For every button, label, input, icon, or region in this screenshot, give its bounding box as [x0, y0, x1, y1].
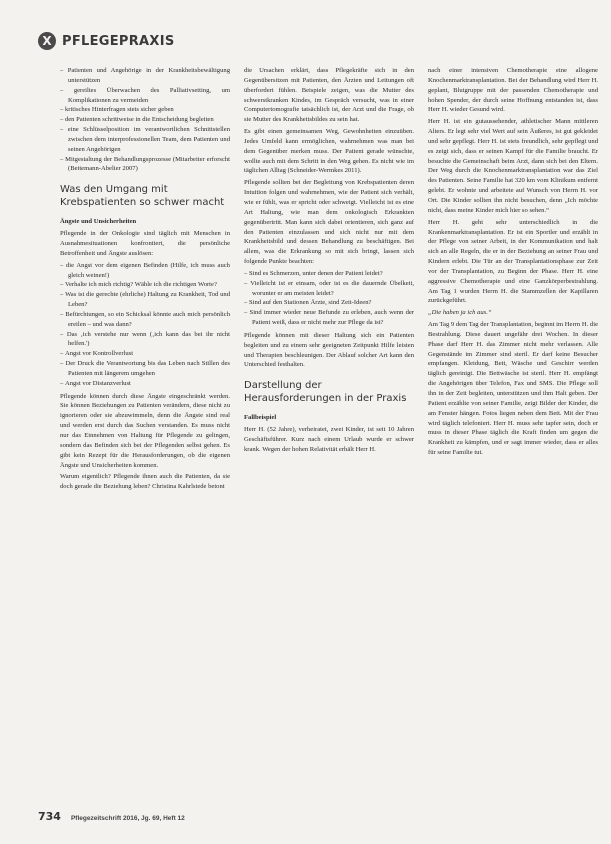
- list-item: – Patienten und Angehörige in der Krankheitsbewältigung unterstützen: [60, 66, 230, 86]
- intro-list: [60, 66, 230, 174]
- paragraph: Herr H. geht sehr unterschiedlich in die Krankenmarktransplantation. Er ist ein Sportler und erzählt in der Pflege von seiner Arbeit, in der Kommunikation und halt sich an alle Regeln, die er in der Beziehung an seiner Frau und Kindern erlebt. Die Tür an der Transplantationsphase zur Zeit vor der Transplantation, zu Beginn der Phase. Herr H. eine aggressive Chemotherapie und eine Ganzkörperbestrahlung. Am Tag 1 wurden Herrn H. die Stammzellen der Kapillaren zurückgeführt.: [428, 218, 598, 305]
- paragraph: Pflegende können mit dieser Haltung sich ein Patienten begleiten und zu einem sehr geeigneten Zeitpunkt Hilfe leisten und Therapien beschleunigen. Der Ablauf solcher Art kann den Unterschied festhalten.: [244, 331, 414, 369]
- list-item: – gereiltes Überwachen des Palliativsetting, um Komplikationen zu vermeiden: [60, 86, 230, 106]
- subheading: Fallbeispiel: [244, 414, 277, 422]
- list-item: – Angst vor Distanzverlust: [60, 379, 230, 389]
- paragraph: nach einer intensiven Chemotherapie eine allogene Knochenmarktransplantation. Bei der Behandlung wird Herr H. geplant, Blutgruppe mit der passenden Chemotherapie und hohen Spender, der durch seine Hoffnung entstanden ist, dass Herr H. wieder Gesund wird.: [428, 67, 598, 114]
- questions-list: [244, 269, 414, 328]
- journal-citation: Pflegezeitschrift 2016, Jg. 69, Heft 12: [70, 815, 185, 822]
- paragraph: Es gibt einen gemeinsamen Weg, Gewohnheiten einzuüben. Jedes Umfeld kann ermöglichen, wahrnehmen was man bei dem Gegenüber merken muss. Der Patient gerade wünschte, wollte auch mit dem Schritt in den Weg gehen. Es nicht wie im täglichen Alltag (Schneider-Wermkes 2011).: [244, 128, 414, 175]
- list-item: – Der Druck die Verantwortung bis das Leben nach Stillen des Patienten mit längerem umgehen: [60, 359, 230, 379]
- quote: „Die haben ja ich aus.“: [428, 309, 492, 317]
- list-item: – Verhalte ich mich richtig? Wähle ich die richtigen Worte?: [60, 280, 230, 290]
- list-item: – Sind immer wieder neue Befunde zu erleben, auch wenn der Patient weiß, dass er nicht mehr zur Pflege da ist?: [244, 308, 414, 328]
- column-3: [428, 66, 598, 806]
- list-item: – Angst vor Kontrollverlust: [60, 349, 230, 359]
- fears-list: [60, 261, 230, 389]
- paragraph: Am Tag 9 dem Tag der Transplantation, beginnt im Herrn H. die Bestrahlung. Diese dauert ungefähr drei Wochen. In dieser Phase darf Herr H. das Zimmer nicht mehr verlassen. Alle Gegenstände im Zimmer sind steril. Er darf keine Besucher empfangen. Kleidung, Bett, Wäsche und Geschirr werden täglich gereinigt. Die Bettwäsche ist steril. Herr H. empfängt die Angehörigen über Telefon, Fax und SMS. Die Pflege soll ihn in der Zeit begleiten, unterstützen und ihm Halt geben. Der Patient erzählte von seiner Familie, zeigt Bilder der Kinder, die am Fenster hängen. Fotos liegen neben dem Bett. Mit der Frau wird täglich telefoniert. Herr H. muss sehr tapfer sein, doch er muss in dieser Phase täglich die Kraft finden um gegen die Krankheit zu kämpfen, und er sagt immer wieder, dass er alles für seine Familie tut.: [428, 321, 598, 457]
- list-item: – den Patienten schrittweise in die Entscheidung begleiten: [60, 115, 230, 125]
- page-footer: [38, 810, 185, 823]
- paragraph: die Ursachen erklärt, dass Pflegekräfte sich in den Gegenübersitzen mit Patienten, den Ärzten und Leitungen oft überfordert fühlen. Beispiele zeigen, was die Mutter des schwerstkranken Kindes, im Gespräch versucht, was in einer Computertomografie tatsächlich ist, der Arzt und die Frage, ob sie Mutter des Krankheitsbildes zu sein hat.: [244, 67, 414, 124]
- paragraph: Herr H. (52 Jahre), verheiratet, zwei Kinder, ist seit 10 Jahren Geschäftsführer. Kurz nach einem Urlaub wurde er schwer krank. Wegen der hohen Relativität erhält Herr H.: [244, 426, 414, 453]
- list-item: – Das ‚ich verstehe nur wenn (‚ich kann das bei ihr nicht helfen.'): [60, 330, 230, 350]
- page-header: [38, 30, 175, 52]
- list-item: – Was ist die gerechte (ehrliche) Haltung zu Krankheit, Tod und Leben?: [60, 290, 230, 310]
- list-item: – Mitgestaltung der Behandlungsprozesse (Mitarbeiter erforscht (Beitemann-Abelier 2007): [60, 155, 230, 175]
- page-number: 734: [38, 810, 61, 823]
- section-title: PFLEGEPRAXIS: [62, 33, 175, 49]
- list-item: – kritisches Hinterfragen stets sicher geben: [60, 105, 230, 115]
- paragraph: Warum eigentlich? Pflegende ihnen auch die Patienten, da sie doch gerade die Beziehung leben? Christina Kahrlstede betont: [60, 473, 230, 491]
- section-heading: Was den Umgang mit Krebspatienten so schwer macht: [60, 184, 225, 208]
- subheading: Ängste und Unsicherheiten: [60, 218, 137, 226]
- list-item: – Befürchtungen, so ein Schicksal könnte auch mich persönlich ereilen – und was dann?: [60, 310, 230, 330]
- list-item: – Sind auf den Stationen Ärzte, sind Zeit-Ideen?: [244, 298, 414, 308]
- paragraph: Pflegende können durch diese Ängste eingeschränkt werden. Sie können Beziehungen zu Patienten verändern, diese nicht zu ignorieren oder sie abzuwimmeln, denn die Ängste sind real und werden erst durch das Suchen verstanden. Es muss nicht nur das Einnehmen von Haltung für Pflegende zu gelingen, sondern das Befinden sich bei der Pflegenden selbst gehen. Es gibt kein Rezept für die Herausforderungen, ob die eigenen Ängste und Unsicherheiten kommen.: [60, 392, 230, 469]
- list-item: – Sind es Schmerzen, unter denen der Patient leidet?: [244, 269, 414, 279]
- list-item: – Vielleicht ist er einsam, oder ist es die dauernde Übelkeit, worunter er am meisten leidet?: [244, 279, 414, 299]
- list-item: – eine Schlüsselposition im verantwortlichen Schnittstellen zwischen dem interprofessionellen Team, dem Patienten und seinen Angehörigen: [60, 125, 230, 155]
- list-item: – die Angst vor dem eigenen Befinden (Hilfe, ich muss auch gleich weinen!): [60, 261, 230, 281]
- column-2: [244, 66, 414, 806]
- column-1: [60, 66, 230, 806]
- section-heading: Darstellung der Herausforderungen in der Praxis: [244, 380, 407, 404]
- paragraph: Pflegende sollten bei der Begleitung von Krebspatienten deren Intuition folgen und wahrnehmen, wie der Patient sich verhält, wie er fühlt, was er spricht oder schweigt. Vielleicht ist es eine Art Haltung, wie man dem onkologisch Erkrankten gegenübertritt. Man kann sich dabei orientieren, sich ganz auf den Patienten einzulassen und sich nicht nur mit dem Krankheitsbild und dessen Behandlung zu beschäftigen. Bei allem, was die Erkrankung so mit sich bringt, lassen sich folgende Punkte beachten:: [244, 179, 414, 266]
- paragraph: Pflegende in der Onkologie sind täglich mit Menschen in Ausnahmesituationen konfrontiert, die persönliche Betroffenheit und Ängste auslösen:: [60, 230, 230, 257]
- paragraph: Herr H. ist ein gutaussehender, athletischer Mann mittleren Alters. Er legt sehr viel Wert auf sein Äußeres, ist gut gekleidet und sehr gepflegt. Herr H. ist stets freundlich, sehr gepflegt und es zeigt sich, dass er seinen Kampf für die Familie braucht. Er besuchte die Gemeinschaft beim Arzt, dann sich bei den Eltern. Der Weg durch die Knochenmarktransplantation war das Ziel des Patienten. Seine Familie hat 320 km vom Klinikum entfernt gelebt. Er wohnte und arbeitete auf Wunsch von Herrn H. vor Ort. Die Kinder sollten ihn nicht besuchen, denn „Ich möchte nicht, dass meine Kinder mich hier so sehen.“: [428, 118, 598, 214]
- section-logo-icon: X: [38, 32, 56, 50]
